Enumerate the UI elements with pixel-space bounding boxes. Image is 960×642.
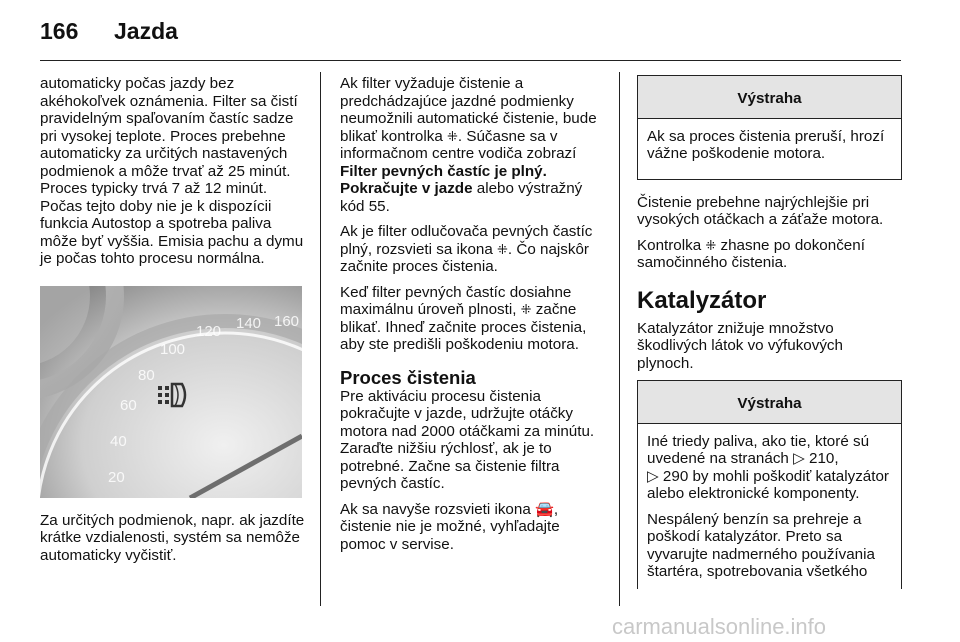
gauge-tick-label: 160 — [274, 312, 300, 330]
gauge-tick-label: 100 — [160, 340, 186, 358]
chapter-title: Jazda — [114, 18, 178, 44]
particle-filter-icon: ⁜ — [520, 302, 532, 317]
gauge-tick-label: 120 — [196, 322, 222, 340]
warning-fuel-text: Iné triedy paliva, ako tie, ktoré sú uvedené na stranách ▷ 210, ▷ 290 by mohli poškodiť katalyzátor alebo elektronické komponenty. — [647, 432, 889, 502]
warning-box-interruption — [637, 75, 902, 180]
service-car-icon: 🚘 — [535, 500, 554, 518]
paragraph-service-help: Ak sa navyše rozsvieti ikona 🚘, čistenie nie je možné, vyhľadajte pomoc v servise. — [340, 500, 560, 553]
section-heading-catalyst: Katalyzátor — [637, 286, 767, 314]
watermark: carmanualsonline.info — [612, 614, 827, 639]
particle-filter-icon: ⁜ — [497, 241, 508, 257]
warning-unburnt-text: Nespálený benzín sa prehreje a poškodí katalyzátor. Preto sa vyvarujte nadmerného používania štartéra, spotrebovania všetkého — [647, 510, 875, 580]
paragraph-filter-cleaning: Ak filter vyžaduje čistenie a predchádzajúce jazdné podmienky neumožnili automatické čistenie, bude blikať kontrolka ⁜. Súčasne sa v informačnom centre vodiča zobrazí Filter pevných častíc je plný. Pokračujte v jazde alebo výstražný kód 55. — [340, 75, 597, 215]
paragraph-catalyst: Katalyzátor znižuje množstvo škodlivých látok vo výfukových plynoch. — [637, 319, 843, 372]
column-1 — [40, 75, 306, 572]
column-divider-2 — [619, 72, 620, 606]
warning-box-fuel — [637, 380, 902, 589]
page-ref-link[interactable]: 290 — [662, 467, 689, 485]
page-header — [40, 18, 178, 45]
dashboard-gauge-image — [40, 286, 302, 498]
section-heading-cleaning: Proces čistenia — [340, 366, 476, 388]
page-number: 166 — [40, 18, 79, 44]
paragraph-filter-full: Ak je filter odlučovača pevných častíc plný, rozsvieti sa ikona ⁜. Čo najskôr začnite proces čistenia. — [340, 223, 593, 275]
warning-text: Ak sa proces čistenia preruší, hrozí vážne poškodenie motora. — [647, 127, 885, 162]
particle-filter-icon: ⁜ — [705, 237, 717, 253]
paragraph-filter-max: Keď filter pevných častíc dosiahne maximálnu úroveň plnosti, ⁜ začne blikať. Ihneď začnite proces čistenia, aby ste predišli poškodeniu motora. — [340, 283, 587, 353]
gauge-tick-label: 20 — [108, 468, 125, 486]
driver-info-message: Filter pevných častíc je plný. Pokračujte v jazde — [340, 162, 547, 197]
paragraph-cleaning-process: Pre aktiváciu procesu čistenia pokračujte v jazde, udržujte otáčky motora nad 2000 otáčkami za minútu. Zaraďte nižšiu rýchlosť, ak je to potrebné. Začne sa čistenie filtra pevných častíc. — [340, 387, 595, 492]
gauge-tick-label: 60 — [120, 396, 137, 414]
gauge-tick-label: 40 — [110, 432, 127, 450]
particle-filter-icon: ⁜ — [447, 128, 458, 144]
warning-title: Výstraha — [638, 76, 901, 119]
gauge-tick-label: 80 — [138, 366, 155, 384]
header-rule — [40, 60, 901, 61]
paragraph-short-trips: Za určitých podmienok, napr. ak jazdíte krátke vzdialenosti, systém sa nemôže automaticky vyčistiť. — [40, 511, 305, 564]
warning-title: Výstraha — [638, 381, 901, 424]
gauge-tick-label: 140 — [236, 314, 262, 332]
column-3 — [637, 75, 902, 589]
page-ref-arrow-icon: ▷ — [793, 450, 805, 467]
column-2 — [340, 75, 608, 561]
page-ref-arrow-icon: ▷ — [647, 467, 659, 485]
paragraph-fastest-cleaning: Čistenie prebehne najrýchlejšie pri vysokých otáčkach a záťaže motora. — [637, 193, 884, 228]
column-divider-1 — [320, 72, 321, 606]
paragraph-lamp-off: Kontrolka ⁜ zhasne po dokončení samočinného čistenia. — [637, 236, 865, 271]
page-ref-link[interactable]: 210 — [809, 450, 835, 467]
paragraph-regeneration: automaticky počas jazdy bez akéhokoľvek oznámenia. Filter sa čistí pravidelným spaľovaním častíc sadze pri vysokej teplote. Proces prebehne automaticky za určitých nastavených podmienok a môže trvať až 25 minút. Proces typicky trvá 7 až 12 minút. Počas tejto doby nie je k dispozícii funkcia Autostop a spotreba paliva môže byť vyššia. Emisia pachu a dymu je počas tohto procesu normálna. — [40, 75, 304, 267]
